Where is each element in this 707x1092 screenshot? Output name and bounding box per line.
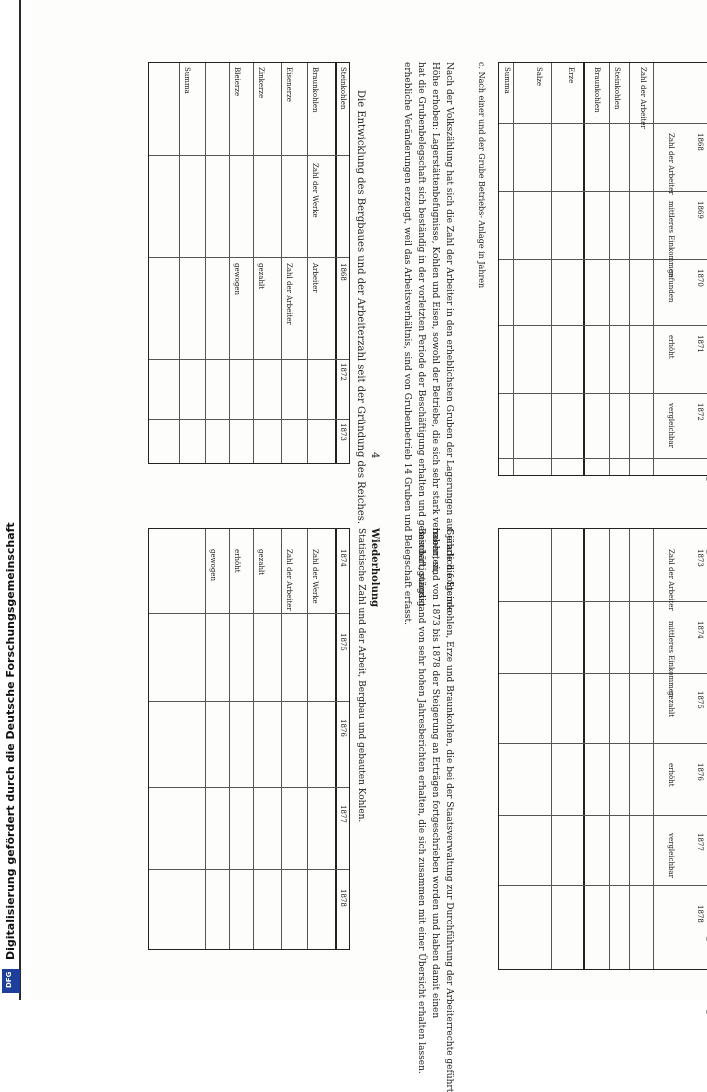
left-paragraph-line: hat die Grubenbelegschaft sich beständig in der vorletzten Periode der Beschäftigung erhalten und gemindert, ständig: [416, 62, 426, 607]
left-paragraph-line: Höhe erhoben: Lagerstättenbefugnisse, Kohlen und Eisen, sowohl der Betriebe, die sich sehr stark vermehrten,: [430, 62, 440, 574]
year-label: 1871: [696, 335, 704, 353]
year-label: 1868: [696, 133, 704, 151]
year-label: 1876: [339, 719, 347, 737]
subcol: gezahlt: [667, 691, 675, 718]
right-paragraph-line: Beschäftigungsstand von sehr hohen Jahresberichten erhalten, die sich zusammen mit einer Übersicht erhalten lassen.: [416, 528, 426, 1074]
year-label: 1873: [696, 549, 704, 567]
year-label: 1876: [696, 763, 704, 781]
right-secondary-table: [148, 528, 350, 950]
left-table-title: Die Entwicklung des Bergbaues und der Arbeiterzahl seit der Gründung des Reiches.: [355, 90, 366, 525]
page-marker: 4: [369, 452, 380, 459]
subcol: Zahl der Arbeiter: [285, 549, 293, 611]
row-label: Bleierze: [233, 67, 241, 97]
year-label: 1872: [696, 403, 704, 421]
left-paragraph-line: erhebliche Veränderungen erzeugt, weil das Arbeitsverhältnis, sind von Grubenbetrieb 14 Gruben und Belegschaft erfasst.: [402, 62, 412, 625]
row-label: Zinkerze: [257, 67, 265, 99]
subcol: erhöht: [667, 335, 675, 359]
dfg-logo: DFG: [2, 969, 20, 993]
year-label: 1874: [696, 621, 704, 639]
year-label: 1877: [339, 805, 347, 823]
subcol: Arbeiter: [311, 263, 319, 293]
subcol: vergleichbar: [667, 403, 675, 448]
year-label: 1868: [339, 263, 347, 281]
subcol: erhöht: [233, 549, 241, 573]
column-header: Summa: [503, 67, 511, 94]
right-main-table: [498, 528, 707, 970]
right-section-subtitle: Statistische Zahl und der Arbeit, Bergbau und gebauten Kohlen.: [356, 528, 366, 823]
subcol: mittleres Einkommen: [667, 621, 675, 698]
left-subheading: c. Nach einer und der Grube Betriebs- Anlage in Jahren: [477, 62, 486, 289]
left-secondary-table: [148, 62, 350, 464]
subcol: Zahl der Werke: [311, 163, 319, 218]
scan-sidebar: [0, 0, 22, 1000]
row-label: Eisenerze: [285, 67, 293, 102]
row-label: Summa: [183, 67, 191, 94]
row-label: Steinkohlen: [339, 67, 347, 110]
subcol: gewogen: [233, 263, 241, 295]
funding-notice: Digitalisierung gefördert durch die Deutsche Forschungsgemeinschaft: [4, 522, 17, 960]
year-label: 1872: [339, 363, 347, 381]
subcol: Zahl der Arbeiter: [667, 133, 675, 195]
subcol: Zahl der Werke: [311, 549, 319, 604]
subcol: gezahlt: [257, 549, 265, 576]
right-paragraph-line: Gerade die Steinkohlen, Erze und Braunkohlen, die bei der Staatsverwaltung zur Durchführung der Arbeiterrechte geführt: [444, 528, 454, 1092]
row-label: Braunkohlen: [311, 67, 319, 113]
year-label: 1874: [339, 549, 347, 567]
scanned-double-page: [30, 0, 707, 1092]
year-label: 1873: [339, 423, 347, 441]
year-label: 1870: [696, 269, 704, 287]
right-paragraph-line: haben, sind von 1873 bis 1878 der Steigerung an Erträgen fortgeschrieben worden und haben damit einen: [430, 528, 440, 1019]
subcol: vergleichbar: [667, 833, 675, 878]
year-label: 1878: [696, 905, 704, 923]
subcol: Zahl der Arbeiter: [667, 549, 675, 611]
left-paragraph-line: Nach der Volkszählung hat sich die Zahl der Arbeiter in den erheblichsten Gruben der Lagerungen auf jährlich folgende: [444, 62, 454, 613]
subcol: erhöht: [667, 763, 675, 787]
subcol: mittleres Einkommen: [667, 201, 675, 278]
subcol: Zahl der Arbeiter: [285, 263, 293, 325]
sidebar-divider: [19, 0, 21, 1000]
subcol: gezahlt: [257, 263, 265, 290]
column-header: Erze: [567, 67, 575, 84]
column-header: Salze: [535, 67, 543, 87]
left-main-table: [498, 62, 707, 476]
subcol: gefunden: [667, 269, 675, 303]
year-label: 1875: [339, 633, 347, 651]
column-header: Zahl der Arbeiter: [639, 67, 647, 129]
year-label: 1878: [339, 889, 347, 907]
right-section-title: Wiederholung: [369, 528, 380, 608]
year-label: 1869: [696, 201, 704, 219]
subcol: gewogen: [209, 549, 217, 581]
year-label: 1875: [696, 691, 704, 709]
year-label: 1877: [696, 833, 704, 851]
column-header: Braunkohlen: [593, 67, 601, 113]
column-header: Steinkohlen: [613, 67, 621, 110]
